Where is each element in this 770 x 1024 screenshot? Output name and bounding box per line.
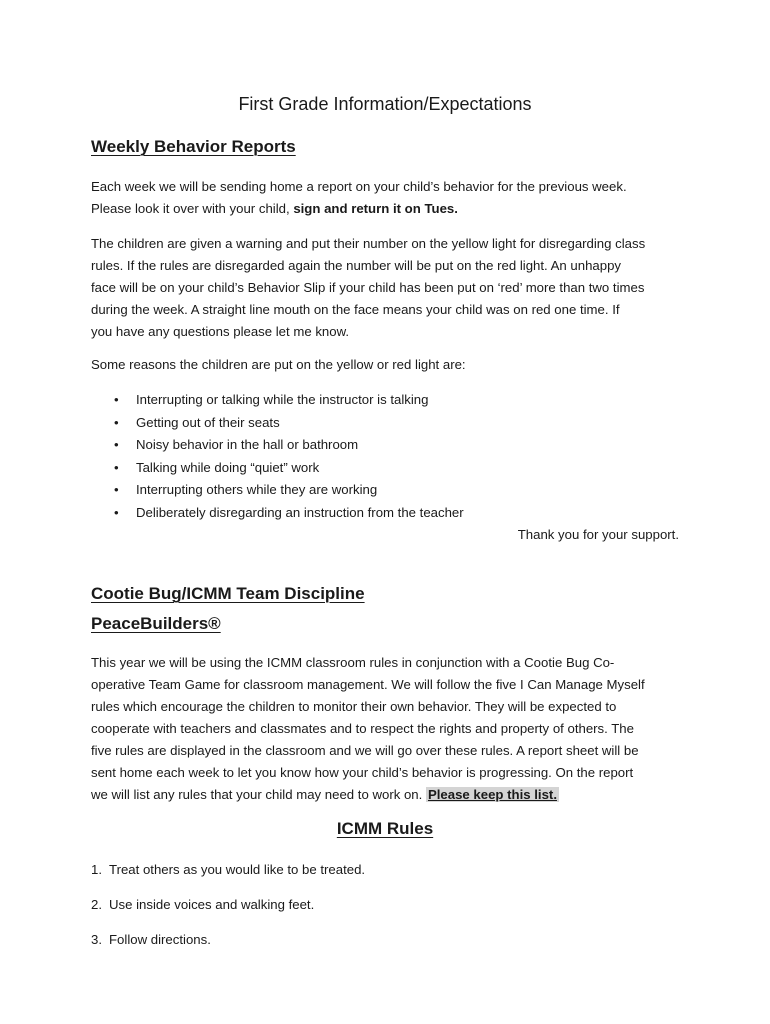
bullet-icon: • (114, 504, 119, 520)
paragraph-line: rules. If the rules are disregarded again the number will be put on the red light. An unhappy (91, 258, 622, 273)
rule-number: 1. (91, 862, 102, 877)
bullet-icon: • (114, 392, 119, 407)
rule-text: Treat others as you would like to be treated. (109, 862, 366, 877)
paragraph-line: rules which encourage the children to monitor their own behavior. They will be expected to (91, 699, 617, 714)
paragraph-line: operative Team Game for classroom management. We will follow the five I Can Manage Myself (91, 677, 645, 692)
list-item (91, 434, 464, 457)
list-item-text: Noisy behavior in the hall or bathroom (136, 437, 359, 453)
reasons-intro: Some reasons the children are put on the yellow or red light are: (91, 357, 466, 372)
page-title: First Grade Information/Expectations (238, 94, 532, 114)
rule-item (91, 929, 211, 951)
list-item-text: Talking while doing “quiet” work (136, 459, 320, 475)
weekly-intro-paragraph (91, 176, 691, 220)
cootie-bug-heading: Cootie Bug/ICMM Team Discipline (91, 584, 365, 603)
list-item-text: Getting out of their seats (136, 414, 280, 430)
keep-list-highlight: Please keep this list. (427, 787, 557, 802)
weekly-behavior-heading: Weekly Behavior Reports (91, 137, 296, 156)
list-item (91, 479, 464, 502)
paragraph-line: The children are given a warning and put their number on the yellow light for disregarding class (91, 236, 646, 251)
paragraph-line: five rules are displayed in the classroom and we will go over these rules. A report sheet will be (91, 743, 639, 758)
paragraph-text: Please look it over with your child, (91, 201, 294, 216)
list-item-text: Interrupting others while they are working (136, 482, 378, 498)
paragraph-line: This year we will be using the ICMM classroom rules in conjunction with a Cootie Bug Co- (91, 655, 615, 670)
paragraph-line (91, 198, 691, 220)
list-item (91, 457, 464, 480)
rule-text: Follow directions. (109, 932, 211, 947)
paragraph-line: cooperate with teachers and classmates and to respect the rights and property of others. The (91, 721, 634, 736)
list-item-text: Interrupting or talking while the instructor is talking (136, 392, 429, 407)
warning-explanation-paragraph (91, 233, 691, 343)
paragraph-line: sent home each week to let you know how your child’s behavior is progressing. On the report (91, 765, 634, 780)
rule-item (91, 859, 365, 881)
list-item (91, 389, 464, 412)
bullet-icon: • (114, 414, 119, 430)
list-item (91, 502, 464, 525)
paragraph-line: during the week. A straight line mouth on the face means your child was on red one time. If (91, 302, 620, 317)
peacebuilders-heading: PeaceBuilders® (91, 614, 221, 633)
paragraph-line: face will be on your child’s Behavior Slip if your child has been put on ‘red’ more than two times (91, 280, 645, 295)
reasons-list (91, 389, 464, 525)
sign-return-instruction: sign and return it on Tues. (293, 201, 458, 216)
rule-text: Use inside voices and walking feet. (109, 897, 315, 912)
bullet-icon: • (114, 437, 119, 453)
paragraph-line: Each week we will be sending home a report on your child’s behavior for the previous week. (91, 179, 627, 194)
bullet-icon: • (114, 459, 119, 475)
thank-you-note: Thank you for your support. (517, 527, 679, 542)
rule-number: 2. (91, 897, 102, 912)
list-item-text: Deliberately disregarding an instruction from the teacher (136, 504, 464, 520)
list-item (91, 412, 464, 435)
paragraph-line: you have any questions please let me know. (91, 324, 350, 339)
paragraph-line (91, 784, 691, 806)
paragraph-text: we will list any rules that your child may need to work on. (91, 787, 426, 802)
rule-number: 3. (91, 932, 102, 947)
cootie-bug-paragraph (91, 652, 691, 806)
bullet-icon: • (114, 482, 119, 498)
rule-item (91, 894, 314, 916)
icmm-rules-title: ICMM Rules (336, 819, 434, 838)
